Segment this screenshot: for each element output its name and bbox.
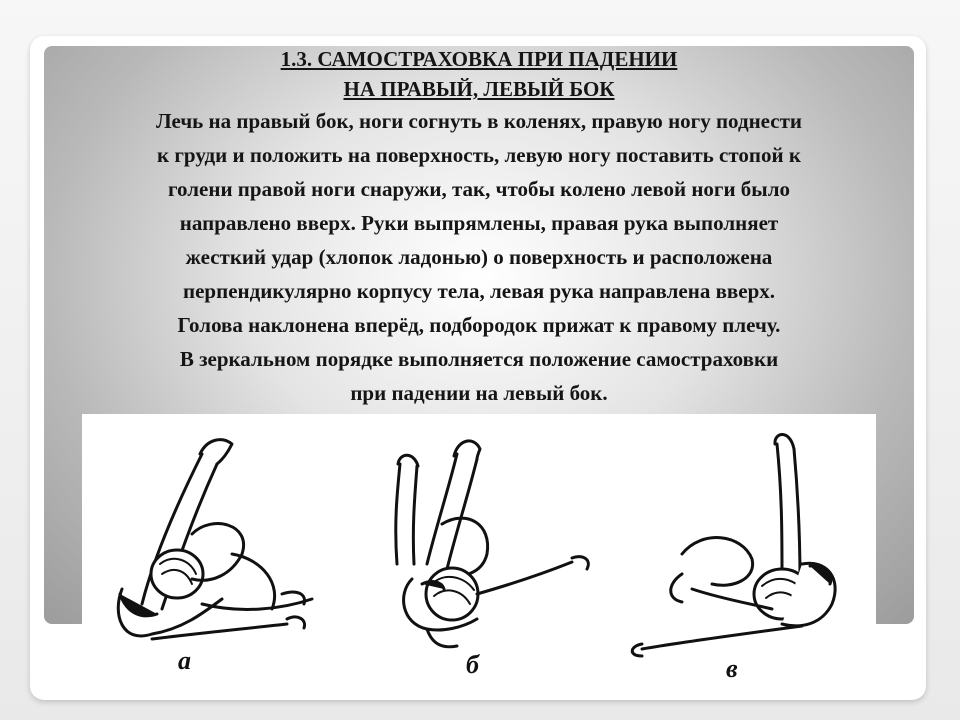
figure-label-b: б <box>466 650 479 679</box>
body-text-line: Голова наклонена вперёд, подбородок прижат к правому плечу. <box>177 313 781 337</box>
figure-label-a: а <box>178 646 191 675</box>
body-text-line: при падении на левый бок. <box>350 381 608 405</box>
body-text-line: Лечь на правый бок, ноги согнуть в коленях, правую ногу поднести <box>156 109 802 133</box>
body-text-line: голени правой ноги снаружи, так, чтобы колено левой ноги было <box>168 177 790 201</box>
body-text-line: В зеркальном порядке выполняется положение самостраховки <box>179 347 779 371</box>
slide-title-line-2: НА ПРАВЫЙ, ЛЕВЫЙ БОК <box>343 77 615 101</box>
body-text-line: перпендикулярно корпусу тела, левая рука направлена вверх. <box>183 279 775 303</box>
illustration-panel <box>82 414 876 690</box>
figure-b-drawing <box>396 441 589 647</box>
slide-title-line-1: 1.3. САМОСТРАХОВКА ПРИ ПАДЕНИИ <box>280 47 678 71</box>
figure-label-v: в <box>726 654 738 683</box>
figure-c-drawing <box>632 434 835 656</box>
slide-text <box>44 44 914 410</box>
figure-a-drawing <box>118 440 312 639</box>
body-text-line: жесткий удар (хлопок ладонью) о поверхность и расположена <box>185 245 773 269</box>
body-text-line: к груди и положить на поверхность, левую ногу поставить стопой к <box>157 143 801 167</box>
exercise-illustration <box>82 414 876 690</box>
body-text-line: направлено вверх. Руки выпрямлены, правая рука выполняет <box>179 211 779 235</box>
